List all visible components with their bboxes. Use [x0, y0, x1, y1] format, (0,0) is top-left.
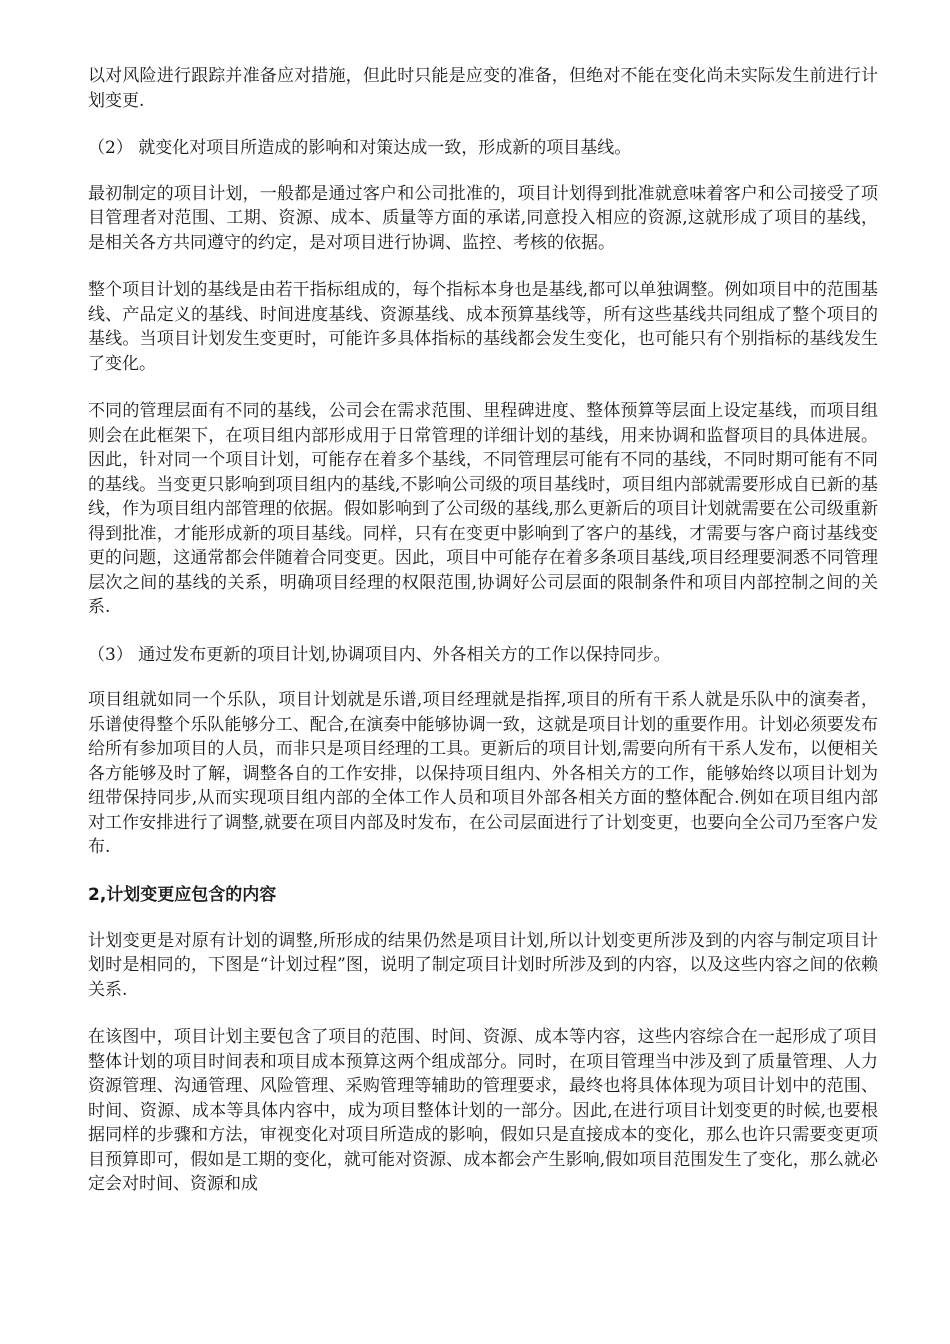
document-page [88, 64, 878, 1220]
paragraph-management-levels: 不同的管理层面有不同的基线，公司会在需求范围、里程碑进度、整体预算等层面上设定基线，而项目组则会在此框架下，在项目组内部形成用于日常管理的详细计划的基线，用来协调和监督项目的具体进展。因此，针对同一个项目计划，可能存在着多个基线，不同管理层可能有不同的基线，不同时期可能有不同的基线。当变更只影响到项目组内的基线,不影响公司级的项目基线时，项目组内部就需要形成自已新的基线，作为项目组内部管理的依据。假如影响到了公司级的基线,那么更新后的项目计划就需要在公司级重新得到批准，才能形成新的项目基线。同样，只有在变更中影响到了客户的基线，才需要与客户商讨基线变更的问题，这通常都会伴随着合同变更。因此，项目中可能存在着多条项目基线,项目经理要洞悉不同管理层次之间的基线的关系，明确项目经理的权限范围,协调好公司层面的限制条件和项目内部控制之间的关系. [88, 401, 878, 617]
paragraph-risk-tracking: 以对风险进行跟踪并准备应对措施，但此时只能是应变的准备，但绝对不能在变化尚未实际发生前进行计划变更. [88, 66, 878, 111]
list-item-3-publish-plan: （3） 通过发布更新的项目计划,协调项目内、外各相关方的工作以保持同步。 [88, 644, 671, 665]
paragraph-initial-plan: 最初制定的项目计划，一般都是通过客户和公司批准的，项目计划得到批准就意味着客户和公司接受了项目管理者对范围、工期、资源、成本、质量等方面的承诺,同意投入相应的资源,这就形成了项目的基线，是相关各方共同遵守的约定，是对项目进行协调、监控、考核的依据。 [88, 183, 878, 253]
paragraph-baseline-indicators: 整个项目计划的基线是由若干指标组成的，每个指标本身也是基线,都可以单独调整。例如项目中的范围基线、产品定义的基线、时间进度基线、资源基线、成本预算基线等，所有这些基线共同组成了整个项目的基线。当项目计划发生变更时，可能许多具体指标的基线都会发生变化，也可能只有个别指标的基线发生了变化。 [88, 280, 878, 374]
paragraph-orchestra-analogy: 项目组就如同一个乐队，项目计划就是乐谱,项目经理就是指挥,项目的所有干系人就是乐队中的演奏者，乐谱使得整个乐队能够分工、配合,在演奏中能够协调一致，这就是项目计划的重要作用。计划必须要发布给所有参加项目的人员，而非只是项目经理的工具。更新后的项目计划,需要向所有干系人发布，以便相关各方能够及时了解，调整各自的工作安排，以保持项目组内、外各相关方的工作，能够始终以项目计划为纽带保持同步,从而实现项目组内部的全体工作人员和项目外部各相关方面的整体配合.例如在项目组内部对工作安排进行了调整,就要在项目内部及时发布，在公司层面进行了计划变更，也要向全公司乃至客户发布. [88, 690, 878, 857]
list-item-2-baseline-agreement: （2） 就变化对项目所造成的影响和对策达成一致，形成新的项目基线。 [88, 138, 632, 158]
section-heading: 2,计划变更应包含的内容 [88, 884, 277, 905]
paragraph-diagram-explanation: 在该图中，项目计划主要包含了项目的范围、时间、资源、成本等内容，这些内容综合在一起形成了项目整体计划的项目时间表和项目成本预算这两个组成部分。同时，在项目管理当中涉及到了质量管理、人力资源管理、沟通管理、风险管理、采购管理等辅助的管理要求，最终也将具体体现为项目计划中的范围、时间、资源、成本等具体内容中，成为项目整体计划的一部分。因此,在进行项目计划变更的时候,也要根据同样的步骤和方法，审视变化对项目所造成的影响，假如只是直接成本的变化，那么也许只需要变更项目预算即可，假如是工期的变化，就可能对资源、成本都会产生影响,假如项目范围发生了变化，那么就必定会对时间、资源和成 [88, 1027, 878, 1194]
paragraph-change-content: 计划变更是对原有计划的调整,所形成的结果仍然是项目计划,所以计划变更所涉及到的内容与制定项目计划时是相同的，下图是“计划过程”图，说明了制定项目计划时所涉及到的内容，以及这些内容之间的依赖关系. [88, 930, 878, 1000]
